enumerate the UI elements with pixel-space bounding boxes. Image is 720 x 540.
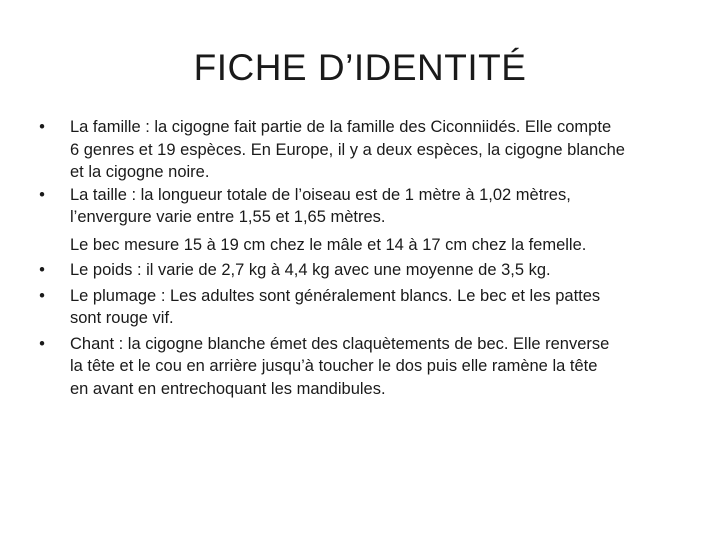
bullet-item-famille (36, 116, 686, 184)
bullet-text-line: La famille : la cigogne fait partie de la famille des Ciconniidés. Elle compte (70, 118, 612, 136)
bullet-item-taille (36, 184, 686, 229)
bullet-dot: • (39, 185, 45, 204)
bullet-text-line: l’envergure varie entre 1,55 et 1,65 mètres. (70, 208, 386, 226)
bullet-dot: • (39, 286, 45, 305)
bullet-text-line: Le poids : il varie de 2,7 kg à 4,4 kg avec une moyenne de 3,5 kg. (70, 261, 551, 279)
paragraph-bec (36, 234, 686, 257)
bullet-text-line: en avant en entrechoquant les mandibules. (70, 379, 386, 398)
bullet-text-line: 6 genres et 19 espèces. En Europe, il y a deux espèces, la cigogne blanche (70, 140, 625, 159)
bullet-text-line: Le plumage : Les adultes sont généralement blancs. Le bec et les pattes (70, 286, 601, 305)
bullet-list (36, 116, 686, 400)
bullet-dot: • (39, 118, 45, 136)
bullet-item-poids (36, 259, 686, 282)
slide-title: FICHE D’IDENTITÉ (193, 47, 527, 88)
bullet-text-line: la tête et le cou en arrière jusqu’à toucher le dos puis elle ramène la tête (70, 357, 598, 375)
bullet-item-chant (36, 333, 686, 401)
bullet-dot: • (39, 334, 45, 353)
bullet-text-line: sont rouge vif. (70, 309, 174, 327)
bullet-dot: • (39, 261, 45, 279)
bullet-text-line: et la cigogne noire. (70, 163, 210, 181)
bullet-item-plumage (36, 285, 686, 330)
bullet-text-line: La taille : la longueur totale de l’oiseau est de 1 mètre à 1,02 mètres, (70, 185, 571, 204)
paragraph-text-line: Le bec mesure 15 à 19 cm chez le mâle et 14 à 17 cm chez la femelle. (70, 235, 587, 254)
bullet-text-line: Chant : la cigogne blanche émet des claquètements de bec. Elle renverse (70, 334, 610, 353)
